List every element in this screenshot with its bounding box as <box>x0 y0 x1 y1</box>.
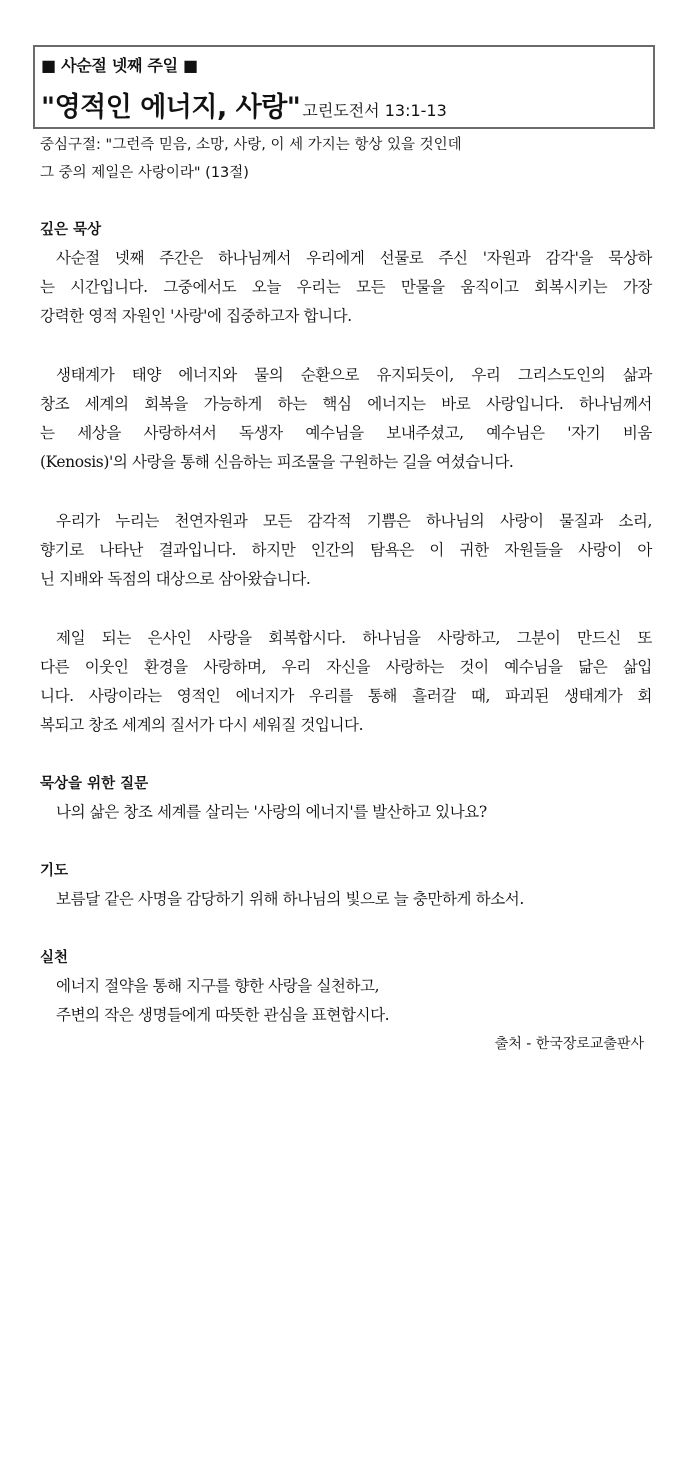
practice-line: 에너지 절약을 통해 지구를 향한 사랑을 실천하고, <box>56 977 380 995</box>
paragraph <box>40 244 652 331</box>
text-line: 제일 되는 은사인 사랑을 회복합시다. 하나님을 사랑하고, 그분이 만드신 또 <box>56 629 652 647</box>
question-heading: 묵상을 위한 질문 <box>40 776 149 792</box>
text-line: (Kenosis)'의 사랑을 통해 신음하는 피조물을 구원하는 길을 여셨습니다. <box>40 453 514 471</box>
devotional-content <box>40 216 652 1058</box>
title-box <box>33 45 655 129</box>
key-verse-line: 그 중의 제일은 사랑이라" (13절) <box>40 165 249 181</box>
week-label: ■ 사순절 넷째 주일 ■ <box>41 56 198 75</box>
key-verse <box>40 131 462 187</box>
prayer-text: 보름달 같은 사명을 감당하기 위해 하나님의 빛으로 늘 충만하게 하소서. <box>56 890 524 908</box>
question-text: 나의 삶은 창조 세계를 살리는 '사랑의 에너지'를 발산하고 있나요? <box>56 803 487 821</box>
paragraph <box>40 507 652 594</box>
paragraph <box>40 624 652 740</box>
text-line: 우리가 누리는 천연자원과 모든 감각적 기쁨은 하나님의 사랑이 물질과 소리, <box>56 512 652 530</box>
scripture-reference: 고린도전서 13:1-13 <box>302 101 447 120</box>
text-line: 다른 이웃인 환경을 사랑하며, 우리 자신을 사랑하는 것이 예수님을 닮은 삶입 <box>40 658 652 676</box>
text-line: 강력한 영적 자원인 '사랑'에 집중하고자 합니다. <box>40 307 352 325</box>
text-line: 복되고 창조 세계의 질서가 다시 세워질 것입니다. <box>40 716 364 734</box>
paragraph <box>40 361 652 477</box>
text-line: 니다. 사랑이라는 영적인 에너지가 우리를 통해 흘러갈 때, 파괴된 생태계가 회 <box>40 687 652 705</box>
prayer-heading: 기도 <box>40 863 69 879</box>
text-line: 닌 지배와 독점의 대상으로 삼아왔습니다. <box>40 570 311 588</box>
text-line: 사순절 넷째 주간은 하나님께서 우리에게 선물로 주신 '자원과 감각'을 묵상하 <box>56 249 652 267</box>
text-line: 는 세상을 사랑하셔서 독생자 예수님을 보내주셨고, 예수님은 '자기 비움 <box>40 424 652 442</box>
text-line: 는 시간입니다. 그중에서도 오늘 우리는 모든 만물을 움직이고 회복시키는 가장 <box>40 278 652 296</box>
practice-heading: 실천 <box>40 950 69 966</box>
text-line: 생태계가 태양 에너지와 물의 순환으로 유지되듯이, 우리 그리스도인의 삶과 <box>56 366 652 384</box>
sermon-title <box>41 85 447 124</box>
title-text: "영적인 에너지, 사랑" <box>41 92 301 123</box>
text-line: 향기로 나타난 결과입니다. 하지만 인간의 탐욕은 이 귀한 자원들을 사랑이 아 <box>40 541 652 559</box>
key-verse-line: 중심구절: "그런즉 믿음, 소망, 사랑, 이 세 가지는 항상 있을 것인데 <box>40 137 462 153</box>
meditation-heading: 깊은 묵상 <box>40 222 102 238</box>
practice-line: 주변의 작은 생명들에게 따뜻한 관심을 표현합시다. <box>56 1006 390 1024</box>
source-credit: 출처 - 한국장로교출판사 <box>494 1036 644 1052</box>
text-line: 창조 세계의 회복을 가능하게 하는 핵심 에너지는 바로 사랑입니다. 하나님께서 <box>40 395 652 413</box>
